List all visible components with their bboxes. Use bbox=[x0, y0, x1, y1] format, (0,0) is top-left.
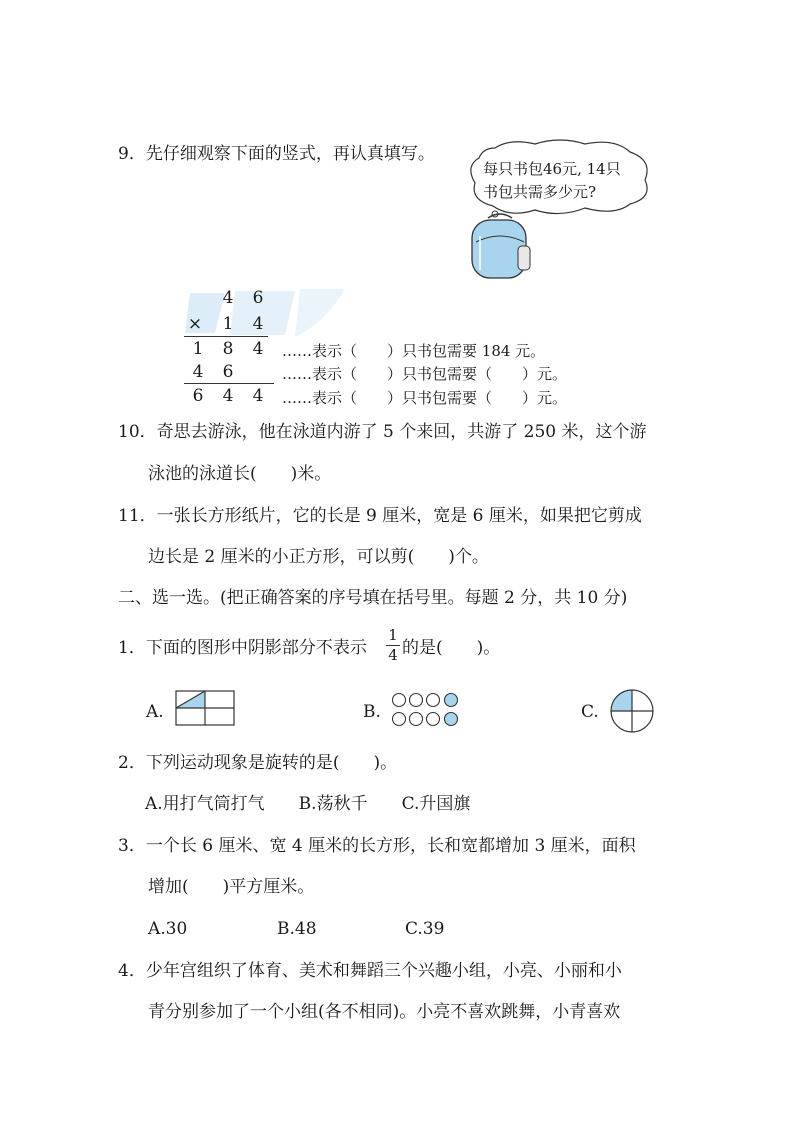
q9-desc3: ……表示（ ）只书包需要（ ）元。 bbox=[282, 389, 568, 407]
option-c-circle-figure bbox=[609, 688, 655, 734]
s2q2-text: 2．下列运动现象是旋转的是( )。 bbox=[118, 753, 398, 773]
mult-row2-digit: 4 bbox=[252, 314, 264, 334]
mult-row1-digit: 6 bbox=[252, 288, 264, 308]
s2q3-option-b: B.48 bbox=[277, 919, 317, 939]
section2-title: 二、选一选。(把正确答案的序号填在括号里。每题 2 分，共 10 分) bbox=[118, 588, 628, 608]
option-b-label: B. bbox=[363, 702, 381, 722]
option-a-rectangle-figure bbox=[175, 690, 237, 728]
fraction-numerator: 1 bbox=[388, 626, 398, 644]
s2q3-line1: 3．一个长 6 厘米、宽 4 厘米的长方形，长和宽都增加 3 厘米，面积 bbox=[118, 836, 636, 856]
bubble-text-line2: 书包共需多少元? bbox=[483, 183, 597, 201]
q9-desc2: ……表示（ ）只书包需要（ ）元。 bbox=[282, 365, 568, 383]
option-c-label: C. bbox=[581, 702, 599, 722]
mult-rule bbox=[184, 383, 274, 384]
mult-row3-digit: 8 bbox=[222, 339, 234, 359]
mult-row2-digit: 1 bbox=[222, 314, 234, 334]
mult-row1-digit: 4 bbox=[222, 288, 234, 308]
option-a-label: A. bbox=[146, 702, 164, 722]
fraction-one-quarter bbox=[386, 627, 400, 664]
q9-prompt: 9．先仔细观察下面的竖式，再认真填写。 bbox=[118, 144, 435, 164]
q9-desc1: ……表示（ ）只书包需要 184 元。 bbox=[282, 342, 546, 360]
q10-line2: 泳池的泳道长( )米。 bbox=[148, 464, 332, 484]
fraction-denominator: 4 bbox=[388, 646, 398, 664]
s2q1-text-after: 的是( )。 bbox=[402, 638, 501, 658]
mult-row5-digit: 4 bbox=[222, 386, 234, 406]
mult-row5-digit: 4 bbox=[252, 386, 264, 406]
mult-row3-digit: 1 bbox=[192, 339, 204, 359]
times-sign: × bbox=[187, 314, 203, 334]
backpack-icon bbox=[466, 212, 534, 280]
s2q1-text-before: 1．下面的图形中阴影部分不表示 bbox=[118, 638, 367, 658]
q11-line1: 11．一张长方形纸片，它的长是 9 厘米，宽是 6 厘米，如果把它剪成 bbox=[118, 506, 642, 526]
s2q4-line1: 4．少年宫组织了体育、美术和舞蹈三个兴趣小组，小亮、小丽和小 bbox=[118, 961, 622, 981]
s2q4-line2: 青分别参加了一个小组(各不相同)。小亮不喜欢跳舞，小青喜欢 bbox=[148, 1002, 621, 1022]
mult-row3-digit: 4 bbox=[252, 339, 264, 359]
s2q3-option-c: C.39 bbox=[405, 919, 445, 939]
mult-row4-digit: 4 bbox=[192, 362, 204, 382]
q11-line2: 边长是 2 厘米的小正方形，可以剪( )个。 bbox=[148, 547, 489, 567]
q10-line1: 10．奇思去游泳，他在泳道内游了 5 个来回，共游了 250 米，这个游 bbox=[118, 422, 647, 442]
mult-row4-digit: 6 bbox=[222, 362, 234, 382]
option-b-circles-figure bbox=[390, 691, 462, 729]
bubble-text-line1: 每只书包46元, 14只 bbox=[483, 160, 621, 178]
mult-rule bbox=[184, 336, 268, 337]
s2q3-line2: 增加( )平方厘米。 bbox=[148, 877, 315, 897]
mult-row5-digit: 6 bbox=[192, 386, 204, 406]
s2q3-option-a: A.30 bbox=[148, 919, 188, 939]
s2q2-options: A.用打气筒打气 B.荡秋千 C.升国旗 bbox=[145, 794, 471, 814]
